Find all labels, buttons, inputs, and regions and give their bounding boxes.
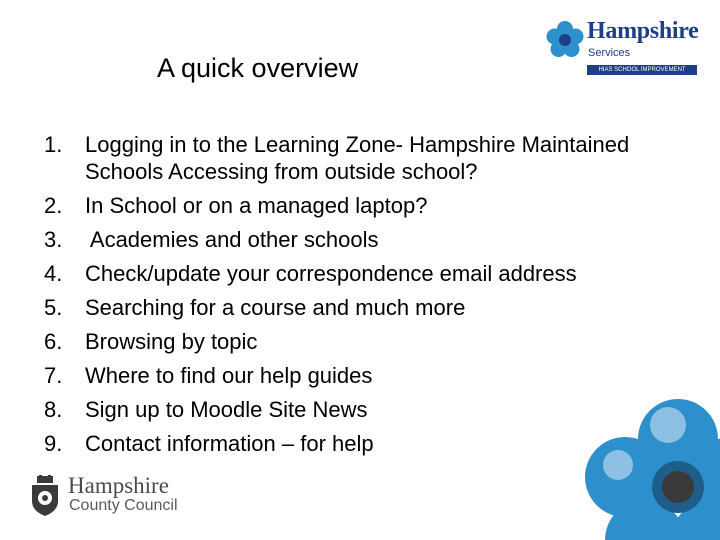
list-number: 3. [44,227,63,252]
list-text: Browsing by topic [85,329,258,354]
list-text: Contact information – for help [85,431,374,456]
list-text: Academies and other schools [85,227,379,252]
list-text: Where to find our help guides [85,363,373,388]
list-number: 5. [44,295,63,320]
logo-name: Hampshire [587,18,699,44]
list-item [44,257,704,291]
list-item [44,325,704,359]
hampshire-services-logo [545,18,720,80]
hampshire-county-council-logo [28,473,193,521]
list-item [44,131,704,189]
logo-bar: HIAS SCHOOL IMPROVEMENT [587,65,697,75]
list-item [44,223,704,257]
list-text: Check/update your correspondence email address [85,261,577,286]
list-item [44,291,704,325]
list-number: 9. [44,431,63,456]
list-text: In School or on a managed laptop? [85,193,428,218]
crest-icon [28,475,62,517]
list-number: 1. [44,132,63,157]
list-number: 8. [44,397,63,422]
flower-icon [578,395,720,540]
list-text: Logging in to the Learning Zone- Hampshire Maintained Schools Accessing from outside school? [85,132,630,184]
list-number: 7. [44,363,63,388]
list-text: Searching for a course and much more [85,295,466,320]
county-logo-name: Hampshire [68,473,169,498]
logo-services: Services [588,47,631,59]
flower-icon [545,20,585,60]
list-item [44,189,704,223]
county-logo-sub: County Council [69,497,178,514]
list-text: Sign up to Moodle Site News [85,397,368,422]
list-number: 4. [44,261,63,286]
slide-title: A quick overview [157,53,359,83]
list-item [44,359,704,393]
list-number: 2. [44,193,63,218]
list-number: 6. [44,329,63,354]
